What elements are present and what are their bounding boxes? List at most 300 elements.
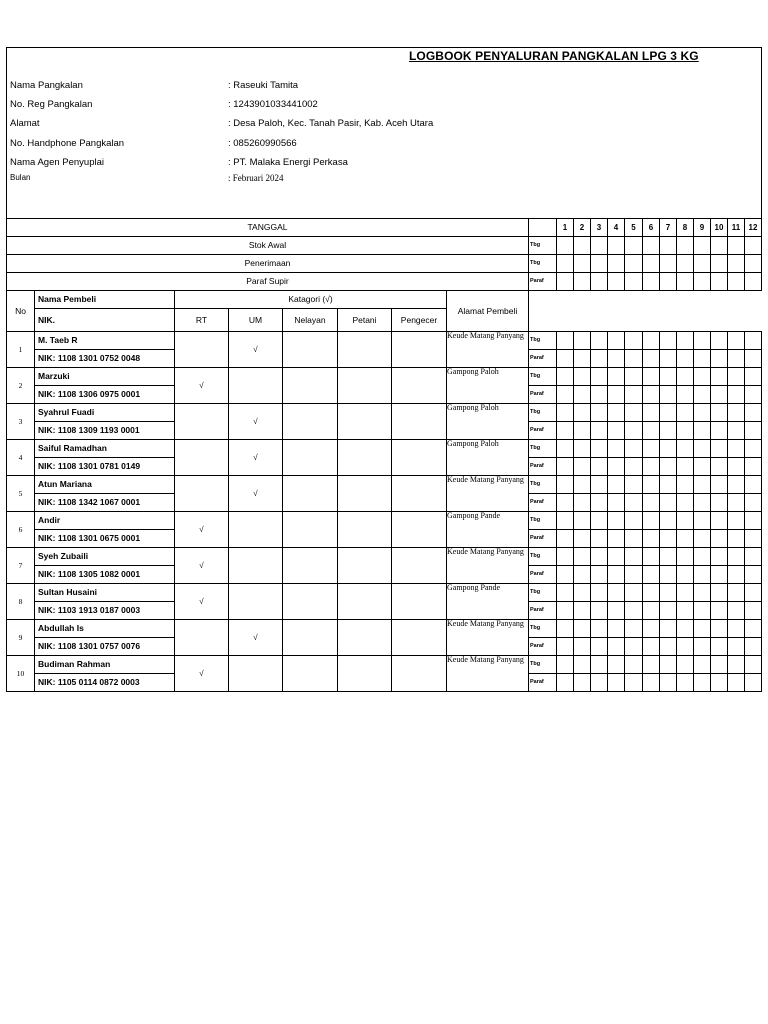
day-cell: [574, 494, 591, 512]
row-number: 10: [7, 656, 35, 692]
day-cell: [574, 620, 591, 638]
row-number: 4: [7, 440, 35, 476]
day-cell: [677, 332, 694, 350]
info-label: Nama Pangkalan: [10, 80, 83, 91]
day-cell: [660, 386, 677, 404]
day-cell: [608, 237, 625, 255]
um-check: √: [229, 476, 283, 512]
buyer-nik: NIK: 1108 1342 1067 0001: [35, 494, 175, 512]
day-cell: [660, 350, 677, 368]
rt-check: √: [175, 512, 229, 548]
day-cell: [625, 404, 643, 422]
day-cell: [745, 404, 762, 422]
day-number: 5: [625, 219, 643, 237]
day-cell: [643, 422, 660, 440]
day-cell: [660, 620, 677, 638]
day-cell: [625, 255, 643, 273]
day-cell: [625, 368, 643, 386]
day-number: 1: [557, 219, 574, 237]
nelayan-check: [283, 548, 338, 584]
unit-label: Paraf: [529, 638, 557, 656]
um-check: [229, 512, 283, 548]
day-cell: [728, 237, 745, 255]
day-cell: [625, 602, 643, 620]
unit-label: Tbg: [529, 548, 557, 566]
buyer-address: Keude Matang Panyang: [447, 620, 529, 656]
day-cell: [591, 332, 608, 350]
day-cell: [557, 386, 574, 404]
day-cell: [643, 656, 660, 674]
day-cell: [711, 404, 728, 422]
day-cell: [694, 255, 711, 273]
day-cell: [694, 440, 711, 458]
info-value: : Desa Paloh, Kec. Tanah Pasir, Kab. Aceh Utara: [228, 118, 434, 129]
day-cell: [591, 386, 608, 404]
day-cell: [660, 440, 677, 458]
day-cell: [728, 404, 745, 422]
day-cell: [694, 350, 711, 368]
day-cell: [591, 422, 608, 440]
day-cell: [608, 255, 625, 273]
day-cell: [557, 566, 574, 584]
day-cell: [574, 350, 591, 368]
summary-label: Stok Awal: [7, 237, 529, 255]
day-cell: [625, 440, 643, 458]
day-cell: [591, 368, 608, 386]
rt-check: [175, 476, 229, 512]
day-cell: [728, 512, 745, 530]
day-cell: [608, 620, 625, 638]
day-cell: [643, 368, 660, 386]
day-cell: [728, 548, 745, 566]
buyer-address: Keude Matang Panyang: [447, 548, 529, 584]
page-title: LOGBOOK PENYALURAN PANGKALAN LPG 3 KG: [409, 49, 699, 63]
rt-check: √: [175, 584, 229, 620]
day-cell: [677, 638, 694, 656]
day-cell: [574, 548, 591, 566]
petani-check: [338, 404, 392, 440]
day-cell: [711, 332, 728, 350]
category-header: Pengecer: [392, 309, 447, 332]
day-cell: [694, 512, 711, 530]
info-value: : PT. Malaka Energi Perkasa: [228, 157, 348, 168]
day-cell: [660, 512, 677, 530]
um-check: [229, 584, 283, 620]
table-row: [7, 620, 762, 638]
pengecer-check: [392, 368, 447, 404]
day-cell: [677, 350, 694, 368]
day-cell: [591, 656, 608, 674]
day-cell: [591, 620, 608, 638]
day-cell: [608, 422, 625, 440]
petani-check: [338, 440, 392, 476]
day-cell: [660, 237, 677, 255]
rt-check: √: [175, 656, 229, 692]
um-check: √: [229, 440, 283, 476]
day-cell: [745, 512, 762, 530]
day-cell: [643, 386, 660, 404]
day-cell: [660, 404, 677, 422]
day-cell: [643, 458, 660, 476]
day-cell: [711, 422, 728, 440]
day-cell: [574, 566, 591, 584]
day-cell: [728, 422, 745, 440]
unit-label: Tbg: [529, 440, 557, 458]
day-cell: [660, 566, 677, 584]
day-cell: [711, 368, 728, 386]
no-header: No: [7, 291, 35, 332]
day-cell: [728, 620, 745, 638]
day-cell: [660, 422, 677, 440]
day-cell: [677, 458, 694, 476]
day-cell: [745, 237, 762, 255]
buyer-name: Syahrul Fuadi: [35, 404, 175, 422]
category-header: Nelayan: [283, 309, 338, 332]
day-cell: [677, 566, 694, 584]
petani-check: [338, 656, 392, 692]
day-cell: [557, 530, 574, 548]
buyer-address: Keude Matang Panyang: [447, 476, 529, 512]
day-cell: [643, 404, 660, 422]
table-row: [7, 440, 762, 458]
table-row: [7, 237, 762, 255]
day-cell: [608, 638, 625, 656]
day-cell: [625, 530, 643, 548]
row-number: 5: [7, 476, 35, 512]
day-cell: [557, 350, 574, 368]
day-cell: [574, 602, 591, 620]
day-cell: [677, 273, 694, 291]
day-cell: [660, 602, 677, 620]
unit-label: Paraf: [529, 422, 557, 440]
day-cell: [728, 368, 745, 386]
day-cell: [694, 422, 711, 440]
day-cell: [591, 273, 608, 291]
rt-check: √: [175, 548, 229, 584]
day-cell: [677, 440, 694, 458]
day-cell: [625, 584, 643, 602]
day-cell: [643, 512, 660, 530]
day-cell: [711, 674, 728, 692]
table-row: [7, 255, 762, 273]
day-cell: [711, 548, 728, 566]
um-check: √: [229, 332, 283, 368]
info-label: No. Handphone Pangkalan: [10, 138, 125, 149]
buyer-address: Keude Matang Panyang: [447, 332, 529, 368]
rt-check: √: [175, 368, 229, 404]
day-cell: [677, 422, 694, 440]
buyer-name: Syeh Zubaili: [35, 548, 175, 566]
day-cell: [728, 584, 745, 602]
day-cell: [574, 440, 591, 458]
day-cell: [608, 440, 625, 458]
day-cell: [711, 440, 728, 458]
day-cell: [608, 602, 625, 620]
day-cell: [591, 674, 608, 692]
unit-label: Paraf: [529, 494, 557, 512]
day-cell: [677, 237, 694, 255]
day-cell: [745, 476, 762, 494]
unit-label: Paraf: [529, 530, 557, 548]
day-cell: [677, 620, 694, 638]
day-cell: [643, 237, 660, 255]
day-cell: [625, 458, 643, 476]
info-row: [10, 173, 750, 189]
unit-label: Paraf: [529, 386, 557, 404]
day-cell: [574, 237, 591, 255]
day-cell: [557, 656, 574, 674]
day-cell: [591, 638, 608, 656]
day-cell: [625, 638, 643, 656]
day-cell: [643, 602, 660, 620]
info-value: : 1243901033441002: [228, 99, 318, 110]
day-cell: [745, 458, 762, 476]
day-cell: [677, 368, 694, 386]
pengecer-check: [392, 476, 447, 512]
buyer-nik: NIK: 1108 1301 0781 0149: [35, 458, 175, 476]
table-row: [7, 273, 762, 291]
day-cell: [660, 476, 677, 494]
day-cell: [591, 512, 608, 530]
unit-label: Tbg: [529, 512, 557, 530]
day-cell: [574, 674, 591, 692]
day-cell: [677, 602, 694, 620]
day-cell: [608, 530, 625, 548]
day-number: 2: [574, 219, 591, 237]
day-cell: [677, 494, 694, 512]
day-cell: [694, 656, 711, 674]
day-cell: [557, 512, 574, 530]
day-cell: [625, 620, 643, 638]
day-cell: [711, 620, 728, 638]
day-cell: [574, 638, 591, 656]
day-cell: [660, 638, 677, 656]
day-cell: [711, 273, 728, 291]
day-cell: [574, 386, 591, 404]
day-cell: [728, 530, 745, 548]
unit-label: Paraf: [529, 273, 557, 291]
buyer-name: Marzuki: [35, 368, 175, 386]
petani-check: [338, 332, 392, 368]
day-cell: [728, 476, 745, 494]
day-cell: [728, 674, 745, 692]
day-cell: [660, 548, 677, 566]
day-cell: [711, 350, 728, 368]
buyer-nik: NIK: 1105 0114 0872 0003: [35, 674, 175, 692]
day-cell: [677, 656, 694, 674]
info-value: : Raseuki Tamita: [228, 80, 299, 91]
pengecer-check: [392, 584, 447, 620]
day-cell: [694, 458, 711, 476]
day-cell: [608, 566, 625, 584]
day-cell: [745, 422, 762, 440]
day-cell: [591, 404, 608, 422]
day-cell: [591, 458, 608, 476]
day-cell: [711, 566, 728, 584]
buyer-name: Atun Mariana: [35, 476, 175, 494]
day-cell: [608, 386, 625, 404]
day-cell: [557, 674, 574, 692]
day-cell: [557, 638, 574, 656]
day-cell: [694, 638, 711, 656]
day-cell: [574, 273, 591, 291]
table-row: [7, 291, 762, 309]
pengecer-check: [392, 440, 447, 476]
day-cell: [574, 404, 591, 422]
day-cell: [608, 273, 625, 291]
day-number: 11: [728, 219, 745, 237]
row-number: 6: [7, 512, 35, 548]
table-row: [7, 219, 762, 237]
day-cell: [574, 476, 591, 494]
day-cell: [591, 440, 608, 458]
unit-label: Paraf: [529, 566, 557, 584]
day-cell: [694, 237, 711, 255]
day-cell: [745, 638, 762, 656]
info-label: Alamat: [10, 118, 40, 129]
day-cell: [574, 458, 591, 476]
buyer-name: Saiful Ramadhan: [35, 440, 175, 458]
day-cell: [608, 494, 625, 512]
day-cell: [574, 332, 591, 350]
day-cell: [711, 386, 728, 404]
day-cell: [711, 602, 728, 620]
blank-cell: [529, 291, 762, 332]
nelayan-check: [283, 584, 338, 620]
day-number: 8: [677, 219, 694, 237]
day-cell: [694, 620, 711, 638]
buyer-nik: NIK: 1108 1301 0757 0076: [35, 638, 175, 656]
um-check: [229, 548, 283, 584]
day-cell: [608, 332, 625, 350]
day-cell: [677, 255, 694, 273]
nik-header: NIK.: [35, 309, 175, 332]
day-cell: [745, 602, 762, 620]
day-cell: [745, 494, 762, 512]
rt-check: [175, 404, 229, 440]
row-number: 7: [7, 548, 35, 584]
unit-label: Tbg: [529, 237, 557, 255]
day-cell: [745, 386, 762, 404]
day-cell: [677, 512, 694, 530]
petani-check: [338, 512, 392, 548]
day-cell: [660, 332, 677, 350]
day-cell: [643, 566, 660, 584]
day-cell: [643, 638, 660, 656]
day-cell: [591, 548, 608, 566]
petani-check: [338, 548, 392, 584]
row-number: 3: [7, 404, 35, 440]
buyer-name: Abdullah Is: [35, 620, 175, 638]
day-cell: [643, 255, 660, 273]
day-cell: [557, 255, 574, 273]
info-row: [10, 80, 750, 96]
pengecer-check: [392, 656, 447, 692]
unit-label: Tbg: [529, 368, 557, 386]
nelayan-check: [283, 368, 338, 404]
day-cell: [591, 494, 608, 512]
day-number: 3: [591, 219, 608, 237]
day-cell: [608, 548, 625, 566]
day-cell: [591, 350, 608, 368]
day-cell: [745, 584, 762, 602]
day-cell: [694, 566, 711, 584]
day-cell: [574, 368, 591, 386]
buyer-name: Andir: [35, 512, 175, 530]
day-cell: [677, 584, 694, 602]
day-cell: [728, 440, 745, 458]
day-cell: [591, 566, 608, 584]
day-cell: [745, 350, 762, 368]
day-cell: [745, 368, 762, 386]
day-number: 9: [694, 219, 711, 237]
day-number: 4: [608, 219, 625, 237]
day-cell: [728, 255, 745, 273]
day-cell: [557, 273, 574, 291]
unit-label: Paraf: [529, 674, 557, 692]
buyer-address: Gampong Paloh: [447, 440, 529, 476]
info-label: Bulan: [10, 173, 31, 182]
day-cell: [557, 422, 574, 440]
day-cell: [643, 530, 660, 548]
day-cell: [677, 404, 694, 422]
day-cell: [625, 494, 643, 512]
pengecer-check: [392, 404, 447, 440]
day-cell: [557, 548, 574, 566]
day-cell: [728, 656, 745, 674]
day-cell: [608, 674, 625, 692]
day-cell: [643, 350, 660, 368]
day-cell: [660, 273, 677, 291]
day-cell: [643, 584, 660, 602]
day-cell: [660, 494, 677, 512]
category-header: Petani: [338, 309, 392, 332]
row-number: 2: [7, 368, 35, 404]
unit-label: Tbg: [529, 620, 557, 638]
petani-check: [338, 368, 392, 404]
buyer-address: Gampong Paloh: [447, 368, 529, 404]
day-cell: [625, 350, 643, 368]
summary-label: Paraf Supir: [7, 273, 529, 291]
day-cell: [608, 584, 625, 602]
buyer-name: M. Taeb R: [35, 332, 175, 350]
um-check: √: [229, 404, 283, 440]
petani-check: [338, 584, 392, 620]
day-cell: [625, 273, 643, 291]
table-row: [7, 656, 762, 674]
unit-label: Tbg: [529, 255, 557, 273]
tanggal-header: TANGGAL: [7, 219, 529, 237]
day-cell: [677, 530, 694, 548]
day-cell: [643, 548, 660, 566]
day-cell: [557, 332, 574, 350]
unit-label: Paraf: [529, 602, 557, 620]
day-cell: [591, 530, 608, 548]
rt-check: [175, 620, 229, 656]
table-row: [7, 584, 762, 602]
day-number: 10: [711, 219, 728, 237]
buyer-address: Gampong Pande: [447, 512, 529, 548]
day-cell: [557, 458, 574, 476]
day-cell: [745, 566, 762, 584]
day-cell: [694, 548, 711, 566]
day-cell: [711, 494, 728, 512]
day-cell: [608, 476, 625, 494]
day-cell: [608, 404, 625, 422]
buyer-nik: NIK: 1108 1309 1193 0001: [35, 422, 175, 440]
day-cell: [625, 512, 643, 530]
day-cell: [608, 512, 625, 530]
